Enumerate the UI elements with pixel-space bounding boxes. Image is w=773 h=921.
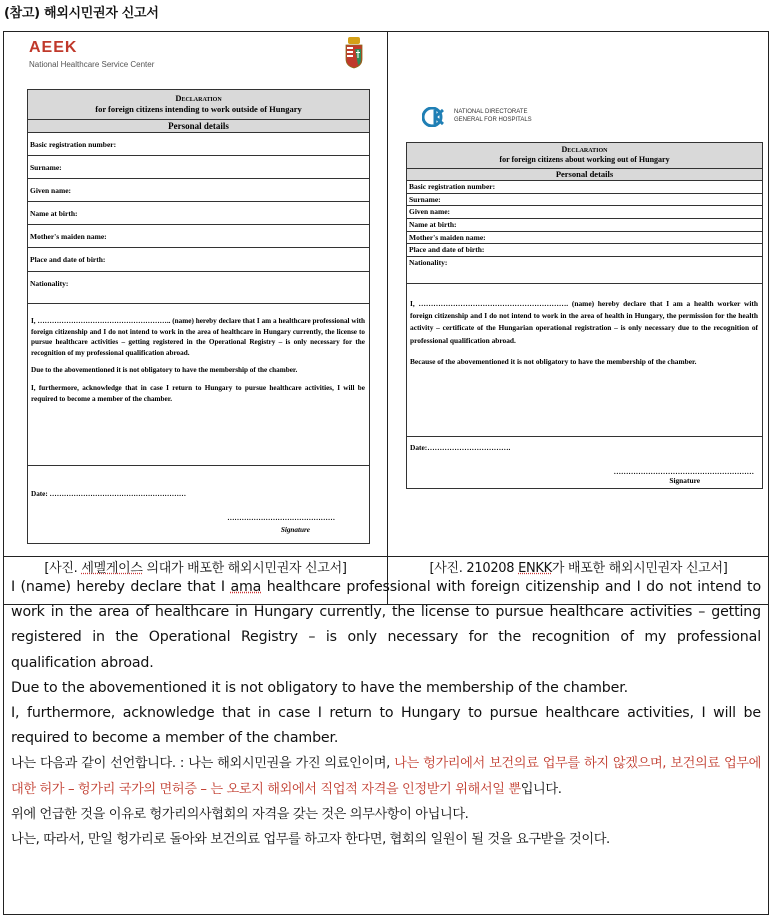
english-paragraph <box>11 575 761 676</box>
declaration-title-sub: for foreign citizens intending to work outside of Hungary <box>95 104 302 114</box>
enkk-logo-icon <box>422 107 448 127</box>
signature-label: Signature <box>280 526 310 534</box>
text-run: 입니다. <box>520 781 562 797</box>
signature-label: Signature <box>669 476 700 485</box>
declaration-title-main: Declaration <box>561 145 608 154</box>
declaration-text <box>28 303 369 466</box>
field-nationality: Nationality: <box>409 258 448 268</box>
caption-text: [사진. 210208 <box>429 561 519 576</box>
aeek-logo <box>29 39 154 69</box>
row-divider <box>4 556 768 557</box>
english-paragraph: I, furthermore, acknowledge that in case I return to Hungary to pursue healthcare activities, I will be required to become a member of the chamber. <box>11 705 761 747</box>
page-heading: (참고) 해외시민권자 신고서 <box>4 6 159 21</box>
hungarian-coat-of-arms-icon <box>344 37 364 69</box>
korean-paragraph: 위에 언급한 것을 이유로 헝가리의사협회의 자격을 갖는 것은 의무사항이 아닙니다. <box>11 806 469 822</box>
field-given-name: Given name: <box>407 206 762 219</box>
translation-text <box>11 575 761 852</box>
field-name-at-birth: Name at birth: <box>407 219 762 232</box>
field-surname: Surname: <box>28 156 369 179</box>
highlighted-text: 나는 헝가리에서 보건의료 업무를 하지 않겠으며, 보건의료 업무에 대한 허가 – 헝가리 국가의 면허증 – 는 오로지 해외에서 직업적 자격을 인정받기 위해서일 뿐 <box>11 756 761 797</box>
korean-paragraph <box>11 751 761 801</box>
caption-text: 가 배포한 해외시민권자 신고서] <box>551 561 728 576</box>
declaration-box <box>406 142 763 489</box>
column-divider <box>387 32 388 604</box>
caption-underlined-word: ENKK <box>518 561 552 576</box>
declaration-box <box>27 89 370 544</box>
field-nationality: Nationality: <box>30 279 69 288</box>
field-basic-registration: Basic registration number: <box>28 133 369 156</box>
field-given-name: Given name: <box>28 179 369 202</box>
declaration-paragraph: Because of the abovementioned it is not obligatory to have the membership of the chamber. <box>410 356 697 366</box>
enkk-logo-text: NATIONAL DIRECTORATE GENERAL FOR HOSPITALS <box>454 109 532 123</box>
personal-details-fields <box>28 133 369 296</box>
text-run: I (name) hereby declare that I <box>11 579 231 595</box>
field-mothers-maiden-name: Mother's maiden name: <box>407 232 762 245</box>
declaration-title <box>407 143 762 169</box>
declaration-text <box>407 283 762 437</box>
declaration-title <box>28 90 369 120</box>
typo-underlined-word: ama <box>230 579 262 595</box>
declaration-paragraph: I, furthermore, acknowledge that in case I return to Hungary to pursue healthcare activities, I will be required to become a member of the chamber. <box>31 383 365 403</box>
personal-details-header: Personal details <box>28 120 369 133</box>
signature-area <box>410 443 760 485</box>
date-line: Date: ………………………………………………… <box>31 490 187 498</box>
declaration-title-sub: for foreign citizens about working out of Hungary <box>499 155 670 164</box>
personal-details-fields <box>407 181 762 270</box>
declaration-title-main: Declaration <box>175 93 222 103</box>
date-line: Date:……………………………. <box>410 443 511 452</box>
declaration-paragraph: Due to the abovementioned it is not obligatory to have the membership of the chamber. <box>31 366 298 375</box>
signature-area <box>31 490 365 534</box>
personal-details-header: Personal details <box>407 169 762 181</box>
signature-dots: ………………………………………………… <box>613 467 754 476</box>
text-run: 나는 다음과 같이 선언합니다. : 나는 해외시민권을 가진 의료인이며, <box>11 756 395 772</box>
signature-dots: ……………………………………… <box>227 514 335 522</box>
text-run: healthcare professional with foreign citizenship and I do not intend to work in the area of healthcare in Hungary currently, the license to pursue healthcare activities – getting registered in the Operational Registry – is only necessary for the recognition of my professional qualification abroad. <box>11 579 762 671</box>
field-place-date-birth: Place and date of birth: <box>28 248 369 272</box>
declaration-paragraph: I, ……………………………………………………. (name) hereby declare that I am a health worker with foreign citizenship and I do not intend to work in the area of health in Hungary, the permission for the health activity – certificate of the Hungarian operational registration – is only necessary due to the recognition of professional qualification abroad. <box>410 299 758 345</box>
field-basic-registration: Basic registration number: <box>407 181 762 194</box>
caption-underlined-word: 세멜게이스 <box>81 561 143 576</box>
korean-paragraph: 나는, 따라서, 만일 헝가리로 돌아와 보건의료 업무를 하고자 한다면, 협회의 일원이 될 것을 요구받을 것이다. <box>11 832 610 848</box>
caption-text: 의대가 배포한 해외시민권자 신고서] <box>142 561 347 576</box>
english-paragraph: Due to the abovementioned it is not obligatory to have the membership of the chamber. <box>11 679 628 696</box>
aeek-logo-subtitle: National Healthcare Service Center <box>29 60 155 69</box>
declaration-paragraph: I, ……………………………………………….. (name) hereby declare that I am a healthcare professional with foreign citizenship and I do not intend to work in the area of healthcare in Hungary currently, the license to pursue healthcare activities – getting registered in the Operational Registry – is only necessary for the recognition of my professional qualification abroad. <box>31 317 365 357</box>
field-surname: Surname: <box>407 194 762 207</box>
caption-text: [사진. <box>44 561 82 576</box>
aeek-logo-text: AEEK <box>29 39 78 56</box>
field-name-at-birth: Name at birth: <box>28 202 369 225</box>
field-mothers-maiden-name: Mother's maiden name: <box>28 225 369 248</box>
field-place-date-birth: Place and date of birth: <box>407 244 762 257</box>
